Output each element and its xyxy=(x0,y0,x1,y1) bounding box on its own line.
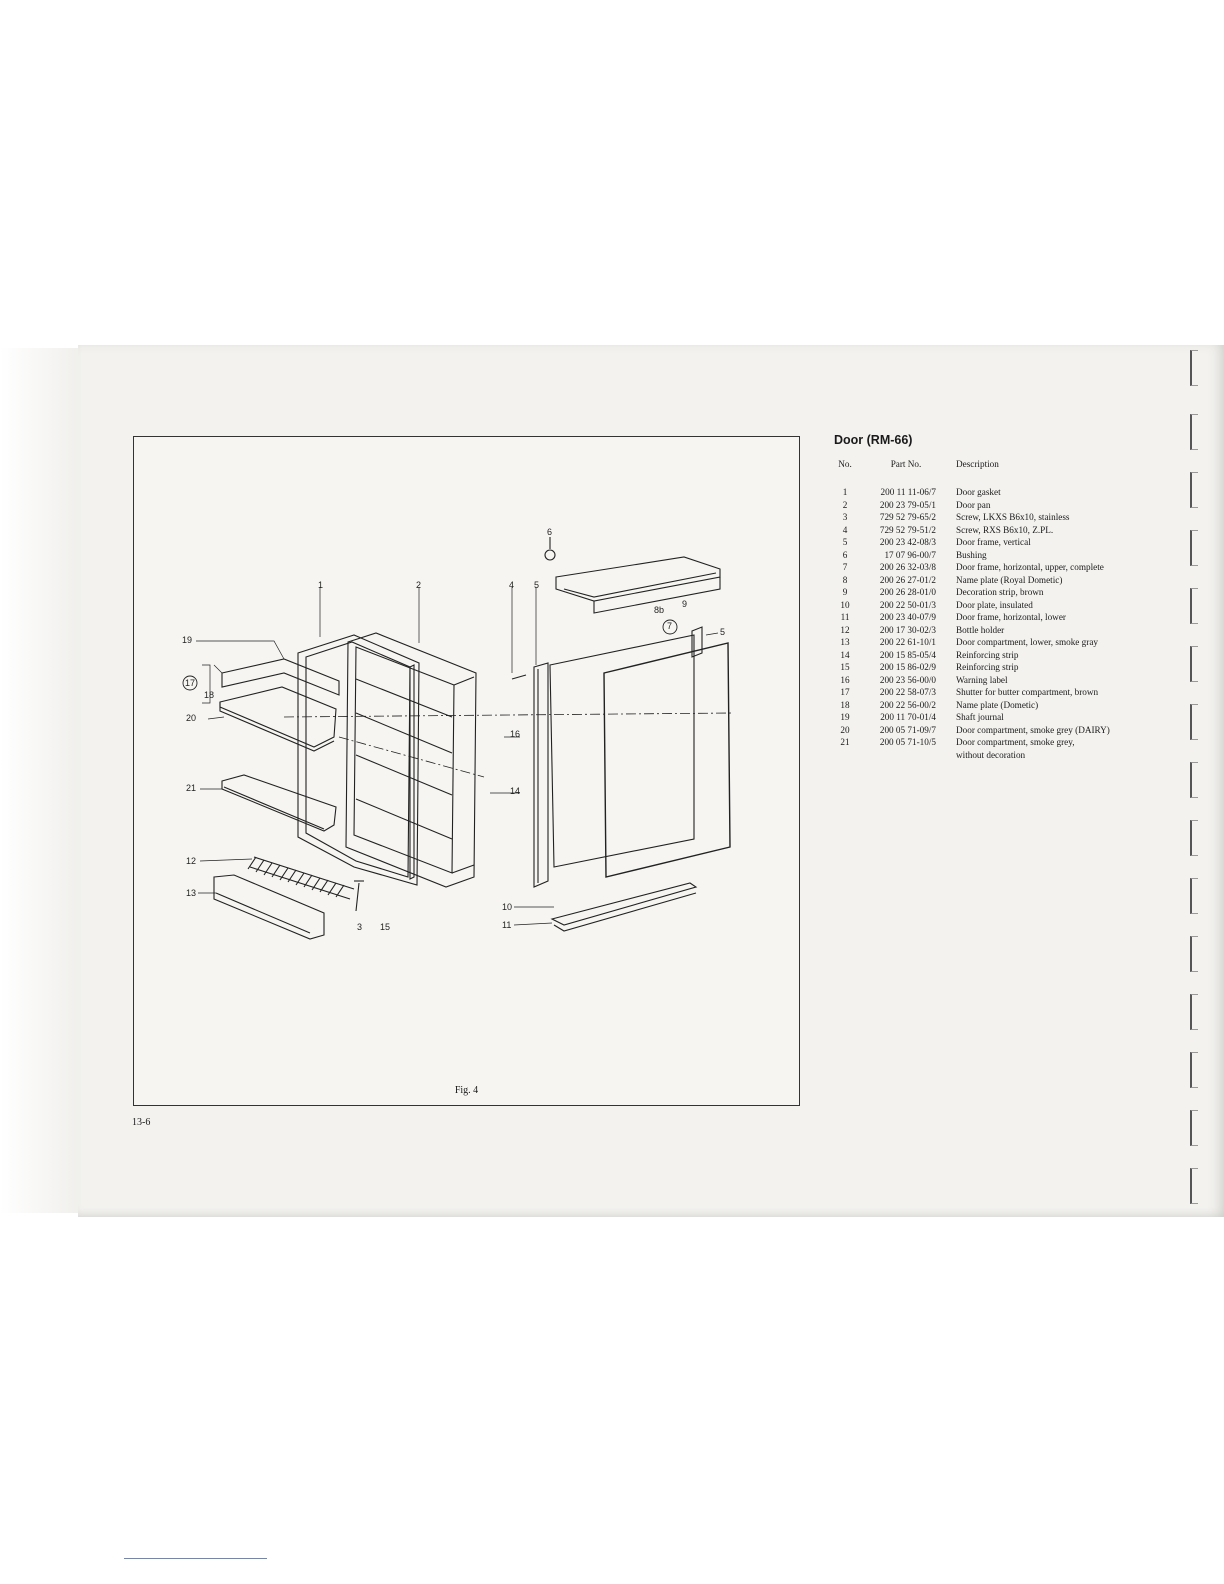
row-part-number: 200 05 71-10/5 xyxy=(879,737,936,747)
row-number: 1 xyxy=(842,487,848,497)
row-part-number: 200 22 58-07/3 xyxy=(879,687,936,697)
callout-8b: 8b xyxy=(654,605,665,615)
parts-table xyxy=(834,459,1164,761)
callout-2: 2 xyxy=(416,580,422,590)
table-row xyxy=(834,511,1164,524)
header-no: No. xyxy=(838,459,852,469)
callout-21: 21 xyxy=(186,783,197,793)
row-number: 17 xyxy=(840,687,850,697)
callout-13: 13 xyxy=(186,888,197,898)
row-description: Bushing xyxy=(956,549,987,560)
row-number: 10 xyxy=(840,599,850,610)
callout-15: 15 xyxy=(380,922,391,932)
row-number: 7 xyxy=(842,562,848,572)
row-description: Door frame, horizontal, upper, complete xyxy=(956,562,1104,572)
page-number: 13-6 xyxy=(132,1117,151,1128)
row-description: Door compartment, smoke grey (DAIRY) xyxy=(956,724,1110,735)
row-description: Screw, RXS B6x10, Z.PL. xyxy=(956,524,1054,535)
row-part-number: 200 17 30-02/3 xyxy=(879,624,936,635)
table-row xyxy=(834,661,1164,674)
table-row xyxy=(834,674,1164,687)
row-part-number xyxy=(856,749,956,762)
row-number: 19 xyxy=(840,712,850,722)
row-part-number: 200 23 42-08/3 xyxy=(879,537,936,547)
row-part-number: 200 26 32-03/8 xyxy=(879,562,936,572)
callout-19: 19 xyxy=(182,635,193,645)
row-description: Door compartment, smoke grey, xyxy=(956,737,1075,747)
exploded-door-diagram xyxy=(134,437,799,1105)
callout-18: 18 xyxy=(204,690,215,700)
callout-4: 4 xyxy=(509,580,515,590)
parts-table-body xyxy=(834,486,1164,761)
row-part-number: 200 15 86-02/9 xyxy=(879,662,936,672)
row-part-number: 200 26 28-01/0 xyxy=(879,587,936,597)
row-description: Name plate (Dometic) xyxy=(956,699,1039,710)
binder-tab xyxy=(1190,762,1198,798)
table-row xyxy=(834,749,1164,762)
row-number: 16 xyxy=(840,674,850,685)
binder-tab xyxy=(1190,704,1198,740)
row-number: 11 xyxy=(840,612,850,622)
table-row xyxy=(834,711,1164,724)
row-number: 4 xyxy=(842,524,848,535)
table-row xyxy=(834,486,1164,499)
binder-tab xyxy=(1190,414,1198,450)
binder-tab xyxy=(1190,820,1198,856)
binder-tab xyxy=(1190,936,1198,972)
row-number: 5 xyxy=(842,537,848,547)
row-description: Door compartment, lower, smoke gray xyxy=(956,637,1098,647)
row-number: 20 xyxy=(840,724,850,735)
callout-1: 1 xyxy=(318,580,324,590)
header-description: Description xyxy=(956,459,999,469)
callout-20: 20 xyxy=(186,713,197,723)
table-row xyxy=(834,524,1164,537)
row-description: Shaft journal xyxy=(956,712,1004,722)
row-part-number: 200 11 11-06/7 xyxy=(880,487,936,497)
callout-11: 11 xyxy=(502,920,512,930)
row-description: Door gasket xyxy=(956,487,1001,497)
callout-9: 9 xyxy=(682,599,688,609)
row-number: 18 xyxy=(840,699,850,710)
table-row xyxy=(834,574,1164,587)
callout-6: 6 xyxy=(547,527,553,537)
row-number: 2 xyxy=(842,499,848,510)
row-part-number: 729 52 79-51/2 xyxy=(879,524,936,535)
callout-3: 3 xyxy=(357,922,363,932)
row-number: 21 xyxy=(840,737,850,747)
table-row xyxy=(834,611,1164,624)
row-description: Bottle holder xyxy=(956,624,1005,635)
row-part-number: 200 23 40-07/9 xyxy=(879,612,936,622)
header-part-no: Part No. xyxy=(890,459,922,469)
table-row xyxy=(834,549,1164,562)
binder-tab xyxy=(1190,530,1198,566)
row-description: Door pan xyxy=(956,499,991,510)
table-row xyxy=(834,649,1164,662)
row-part-number: 200 23 79-05/1 xyxy=(879,499,936,510)
callout-5b: 5 xyxy=(720,627,726,637)
underline-link[interactable] xyxy=(124,1558,267,1559)
row-description: Shutter for butter compartment, brown xyxy=(956,687,1099,697)
binder-tab xyxy=(1190,1168,1198,1204)
row-part-number: 200 22 61-10/1 xyxy=(879,637,936,647)
table-row xyxy=(834,561,1164,574)
row-number: 3 xyxy=(842,512,848,522)
callout-12: 12 xyxy=(186,856,197,866)
row-description: Reinforcing strip xyxy=(956,662,1019,672)
callout-7: 7 xyxy=(667,621,673,631)
table-row xyxy=(834,636,1164,649)
row-number: 6 xyxy=(842,549,848,560)
row-part-number: 729 52 79-65/2 xyxy=(879,512,936,522)
row-number: 9 xyxy=(842,587,848,597)
table-row xyxy=(834,499,1164,512)
callout-14: 14 xyxy=(510,786,521,796)
table-row xyxy=(834,736,1164,749)
callout-17: 17 xyxy=(185,678,196,688)
row-description: Decoration strip, brown xyxy=(956,587,1044,597)
row-number xyxy=(834,749,856,762)
figure-frame xyxy=(133,436,800,1106)
row-part-number: 200 26 27-01/2 xyxy=(879,574,936,585)
table-row xyxy=(834,686,1164,699)
row-part-number: 200 23 56-00/0 xyxy=(879,674,936,685)
row-description: Door frame, vertical xyxy=(956,537,1031,547)
row-number: 8 xyxy=(842,574,848,585)
row-description: Door plate, insulated xyxy=(956,599,1033,610)
row-part-number: 200 15 85-05/4 xyxy=(879,649,936,660)
row-description: Name plate (Royal Dometic) xyxy=(956,574,1063,585)
table-row xyxy=(834,624,1164,637)
callout-10: 10 xyxy=(502,902,513,912)
row-description: Door frame, horizontal, lower xyxy=(956,612,1066,622)
callout-5a: 5 xyxy=(534,580,540,590)
binder-tab xyxy=(1190,1052,1198,1088)
row-part-number: 200 11 70-01/4 xyxy=(880,712,936,722)
table-row xyxy=(834,586,1164,599)
parts-table-header xyxy=(834,459,1164,469)
row-part-number: 200 05 71-09/7 xyxy=(879,724,936,735)
row-part-number: 200 22 56-00/2 xyxy=(879,699,936,710)
row-description: Reinforcing strip xyxy=(956,649,1019,660)
binder-tab xyxy=(1190,994,1198,1030)
binder-tab xyxy=(1190,646,1198,682)
binder-tab xyxy=(1190,350,1198,386)
scan-edge xyxy=(0,348,80,1213)
table-row xyxy=(834,699,1164,712)
table-row xyxy=(834,599,1164,612)
row-description: Screw, LKXS B6x10, stainless xyxy=(956,512,1070,522)
row-number: 13 xyxy=(840,637,850,647)
row-description: without decoration xyxy=(956,749,1026,760)
row-part-number: 17 07 96-00/7 xyxy=(884,549,936,560)
figure-caption: Fig. 4 xyxy=(454,1085,479,1096)
row-number: 12 xyxy=(840,624,850,635)
table-row xyxy=(834,536,1164,549)
binder-tab xyxy=(1190,1110,1198,1146)
table-row xyxy=(834,724,1164,737)
row-part-number: 200 22 50-01/3 xyxy=(879,599,936,610)
row-number: 14 xyxy=(840,649,850,660)
row-number: 15 xyxy=(840,662,850,672)
binder-tab xyxy=(1190,588,1198,624)
callout-16: 16 xyxy=(510,729,521,739)
page-title: Door (RM-66) xyxy=(834,433,913,447)
row-description: Warning label xyxy=(956,674,1008,685)
binder-tab xyxy=(1190,472,1198,508)
binder-tab xyxy=(1190,878,1198,914)
